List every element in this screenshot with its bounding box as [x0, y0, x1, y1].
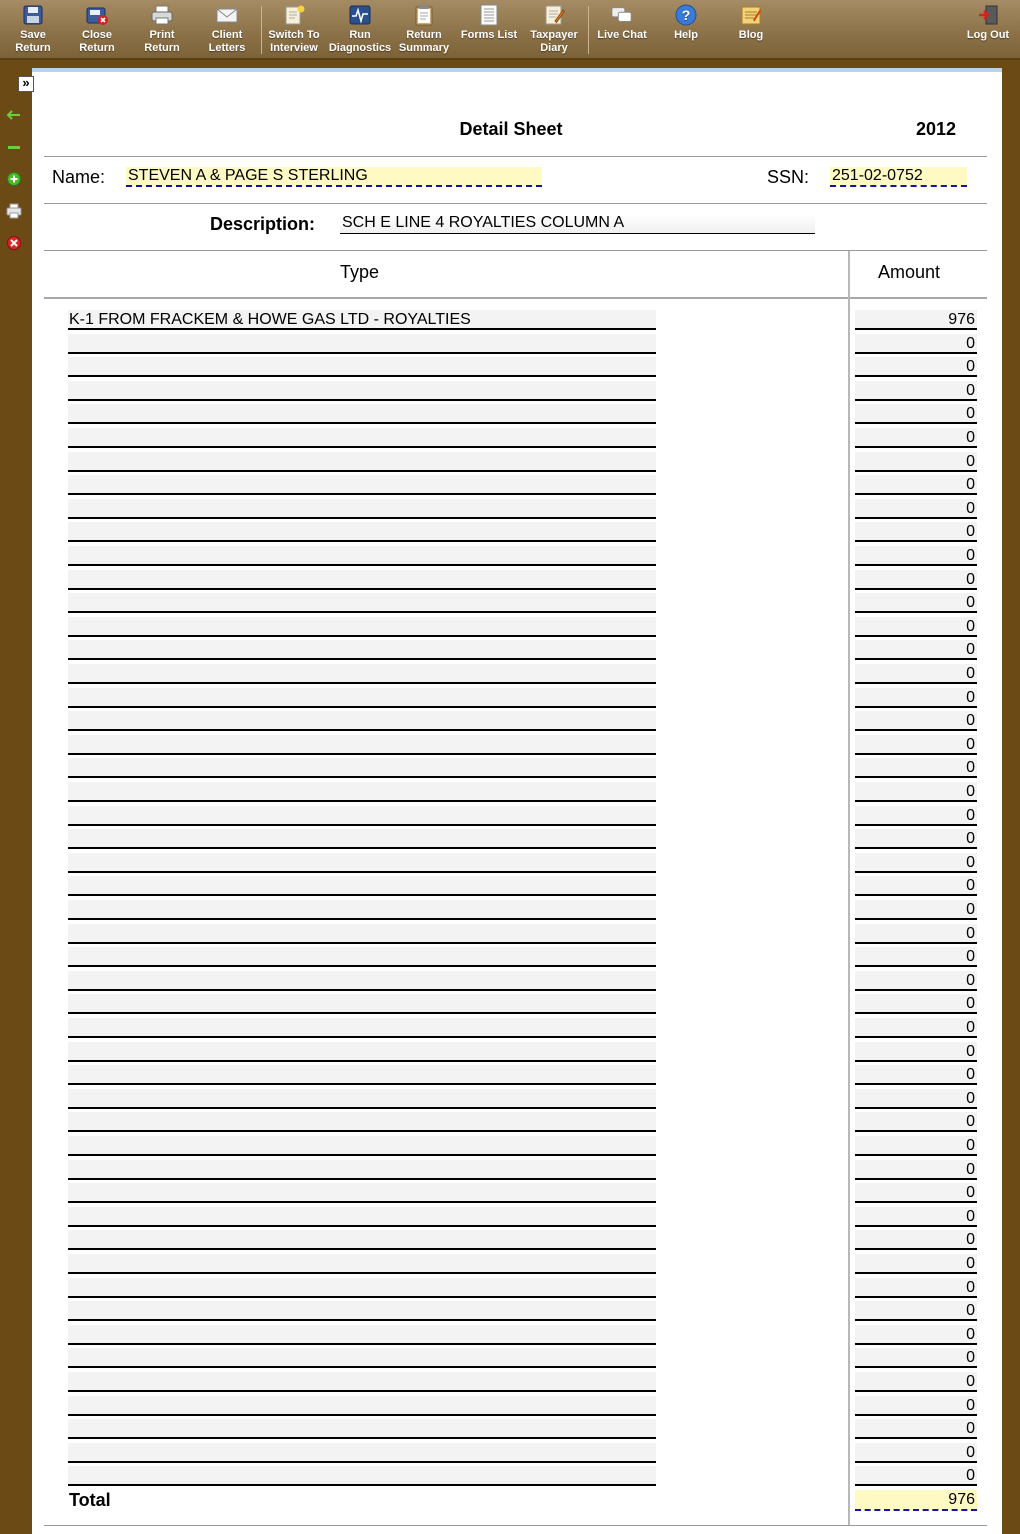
detail-row-type-field[interactable] [68, 900, 656, 920]
detail-row-amount-field[interactable]: 0 [855, 971, 977, 991]
detail-row-type-field[interactable] [68, 1018, 656, 1038]
detail-row-type-field[interactable] [68, 688, 656, 708]
log-out-label: Log Out [966, 29, 1010, 41]
detail-row-type-field[interactable] [68, 499, 656, 519]
detail-row-type-field[interactable] [68, 1136, 656, 1156]
detail-row-type-field[interactable] [68, 829, 656, 849]
detail-row-amount-field[interactable]: 0 [855, 758, 977, 778]
detail-row-type-field[interactable] [68, 640, 656, 660]
detail-row-amount-field[interactable]: 0 [855, 1278, 977, 1298]
diary-icon [543, 4, 565, 26]
detail-row-type-field[interactable] [68, 1301, 656, 1321]
detail-row-type-field[interactable] [68, 1443, 656, 1463]
detail-row-amount-field[interactable]: 0 [855, 1466, 977, 1486]
detail-row-type-field[interactable] [68, 1160, 656, 1180]
detail-row-type-field[interactable] [68, 1065, 656, 1085]
detail-row-amount-field[interactable]: 0 [855, 475, 977, 495]
name-field[interactable]: STEVEN A & PAGE S STERLING [126, 167, 542, 187]
blog-label: Blog [738, 29, 764, 41]
detail-row-amount-field[interactable]: 0 [855, 1136, 977, 1156]
detail-row-amount-field[interactable]: 0 [855, 1396, 977, 1416]
client-letters-button[interactable] [204, 4, 250, 56]
detail-row-type-field[interactable] [68, 1254, 656, 1274]
ssn-field[interactable]: 251-02-0752 [830, 167, 967, 187]
detail-row-type-field[interactable] [68, 735, 656, 755]
header-divider [44, 297, 987, 299]
detail-row-amount-field[interactable]: 0 [855, 1183, 977, 1203]
detail-row-type-field[interactable] [68, 1419, 656, 1439]
forms-list-button[interactable] [460, 4, 518, 56]
detail-row-amount-field[interactable]: 0 [855, 829, 977, 849]
run-diagnostics-button[interactable] [329, 4, 391, 56]
detail-row-amount-field[interactable]: 0 [855, 1443, 977, 1463]
detail-row-type-field[interactable] [68, 1396, 656, 1416]
detail-row-amount-field[interactable]: 0 [855, 499, 977, 519]
detail-row-amount-field[interactable]: 0 [855, 593, 977, 613]
detail-row-type-field[interactable] [68, 475, 656, 495]
switch-to-interview-label: Switch To Interview [268, 29, 320, 54]
chat-icon [611, 4, 633, 26]
detail-row-amount-field[interactable]: 0 [855, 1065, 977, 1085]
detail-row-amount-field[interactable]: 0 [855, 1018, 977, 1038]
detail-row-amount-field[interactable]: 0 [855, 1372, 977, 1392]
blog-button[interactable] [731, 4, 771, 56]
detail-row-type-field[interactable] [68, 617, 656, 637]
close-return-button[interactable] [74, 4, 120, 56]
printer-icon [151, 4, 173, 26]
forms-list-label: Forms List [460, 29, 518, 41]
log-out-button[interactable] [964, 4, 1012, 56]
detail-row-type-field[interactable] [68, 1042, 656, 1062]
live-chat-label: Live Chat [597, 29, 647, 41]
detail-row-amount-field[interactable]: 0 [855, 1301, 977, 1321]
detail-row-type-field[interactable] [68, 546, 656, 566]
detail-row-amount-field[interactable]: 0 [855, 334, 977, 354]
detail-row-amount-field[interactable]: 0 [855, 1230, 977, 1250]
toolbar-separator [261, 6, 262, 54]
detail-row-amount-field[interactable]: 0 [855, 404, 977, 424]
blog-icon [740, 4, 762, 26]
bottom-divider [44, 1525, 987, 1526]
close-return-label: Close Return [79, 29, 115, 54]
live-chat-button[interactable] [594, 4, 650, 56]
detail-row-amount-field[interactable]: 0 [855, 947, 977, 967]
detail-row-amount-field[interactable]: 0 [855, 1207, 977, 1227]
detail-row-amount-field[interactable]: 0 [855, 782, 977, 802]
detail-row-amount-field[interactable]: 0 [855, 994, 977, 1014]
detail-row-amount-field[interactable]: 0 [855, 357, 977, 377]
detail-row-type-field[interactable] [68, 522, 656, 542]
detail-row-type-field[interactable] [68, 1183, 656, 1203]
detail-row-amount-field[interactable]: 0 [855, 876, 977, 896]
detail-row-amount-field[interactable]: 0 [855, 853, 977, 873]
envelope-icon [216, 4, 238, 26]
logout-icon [977, 4, 999, 26]
detail-row-type-field[interactable] [68, 334, 656, 354]
detail-row-amount-field[interactable]: 0 [855, 640, 977, 660]
detail-row-type-field[interactable] [68, 1372, 656, 1392]
add-icon[interactable] [6, 171, 22, 187]
detail-row-type-field[interactable] [68, 782, 656, 802]
delete-icon[interactable] [6, 235, 22, 251]
detail-row-type-field[interactable] [68, 570, 656, 590]
save-return-label: Save Return [15, 29, 51, 54]
detail-row-amount-field[interactable]: 0 [855, 617, 977, 637]
detail-row-amount-field[interactable]: 0 [855, 900, 977, 920]
detail-row-type-field[interactable] [68, 381, 656, 401]
detail-row-type-field[interactable] [68, 1089, 656, 1109]
detail-row-amount-field[interactable]: 0 [855, 1419, 977, 1439]
taxpayer-diary-button[interactable] [527, 4, 581, 56]
toolbar [0, 0, 1020, 60]
return-summary-button[interactable] [398, 4, 450, 56]
list-icon [478, 4, 500, 26]
divider [44, 203, 987, 204]
detail-row-amount-field[interactable]: 0 [855, 570, 977, 590]
detail-row-type-field[interactable] [68, 853, 656, 873]
description-field[interactable]: SCH E LINE 4 ROYALTIES COLUMN A [340, 214, 815, 234]
detail-row-type-field[interactable] [68, 924, 656, 944]
help-icon [675, 4, 697, 26]
total-label: Total [69, 1490, 111, 1510]
interview-icon [283, 4, 305, 26]
print-return-label: Print Return [144, 29, 180, 54]
expand-toggle[interactable]: » [18, 76, 34, 92]
taxpayer-diary-label: Taxpayer Diary [530, 29, 578, 54]
save-return-button[interactable] [10, 4, 56, 56]
column-header-amount: Amount [878, 262, 941, 282]
divider [44, 156, 987, 157]
total-amount-field[interactable]: 976 [855, 1490, 977, 1511]
detail-row-amount-field[interactable]: 976 [855, 310, 977, 330]
close-return-icon [86, 4, 108, 26]
detail-row-amount-field[interactable]: 0 [855, 1112, 977, 1132]
detail-row-amount-field[interactable]: 0 [855, 924, 977, 944]
detail-row-type-field[interactable] [68, 428, 656, 448]
detail-row-type-field[interactable] [68, 806, 656, 826]
detail-row-amount-field[interactable]: 0 [855, 546, 977, 566]
detail-row-type-field[interactable] [68, 758, 656, 778]
run-diagnostics-label: Run Diagnostics [328, 29, 392, 54]
detail-row-amount-field[interactable]: 0 [855, 1160, 977, 1180]
detail-row-type-field[interactable] [68, 1325, 656, 1345]
detail-row-type-field[interactable] [68, 876, 656, 896]
detail-row-type-field[interactable] [68, 947, 656, 967]
left-rail [0, 62, 30, 1534]
detail-row-amount-field[interactable]: 0 [855, 381, 977, 401]
tax-year: 2012 [915, 119, 956, 139]
detail-row-amount-field[interactable]: 0 [855, 806, 977, 826]
detail-row-type-field[interactable] [68, 1348, 656, 1368]
return-summary-label: Return Summary [398, 29, 450, 54]
detail-row-amount-field[interactable]: 0 [855, 735, 977, 755]
detail-row-type-field[interactable] [68, 971, 656, 991]
detail-row-type-field[interactable] [68, 404, 656, 424]
description-label: Description: [210, 214, 316, 234]
client-letters-label: Client Letters [208, 29, 246, 54]
ssn-label: SSN: [767, 167, 810, 187]
detail-row-type-field[interactable] [68, 711, 656, 731]
divider [44, 250, 987, 251]
detail-row-amount-field[interactable]: 0 [855, 1254, 977, 1274]
save-icon [22, 4, 44, 26]
arrow-left-icon[interactable] [6, 107, 22, 123]
detail-row-type-field[interactable] [68, 1466, 656, 1486]
page-title: Detail Sheet [459, 119, 563, 139]
help-button[interactable] [666, 4, 706, 56]
detail-row-amount-field[interactable]: 0 [855, 1042, 977, 1062]
detail-row-type-field[interactable] [68, 1278, 656, 1298]
detail-row-type-field[interactable] [68, 1207, 656, 1227]
print-icon[interactable] [6, 203, 22, 219]
minus-icon[interactable] [6, 139, 22, 155]
help-label: Help [674, 29, 698, 41]
detail-row-type-field[interactable] [68, 1230, 656, 1250]
detail-row-amount-field[interactable]: 0 [855, 688, 977, 708]
detail-row-amount-field[interactable]: 0 [855, 1348, 977, 1368]
toolbar-separator [588, 6, 589, 54]
detail-row-type-field[interactable]: K-1 FROM FRACKEM & HOWE GAS LTD - ROYALTIES [68, 310, 656, 330]
print-return-button[interactable] [139, 4, 185, 56]
detail-row-type-field[interactable] [68, 452, 656, 472]
detail-row-amount-field[interactable]: 0 [855, 522, 977, 542]
detail-row-amount-field[interactable]: 0 [855, 1089, 977, 1109]
detail-row-type-field[interactable] [68, 664, 656, 684]
column-divider [848, 251, 850, 1525]
detail-row-amount-field[interactable]: 0 [855, 711, 977, 731]
svg-text:?: ? [681, 7, 691, 23]
detail-row-amount-field[interactable]: 0 [855, 1325, 977, 1345]
detail-row-amount-field[interactable]: 0 [855, 428, 977, 448]
detail-row-amount-field[interactable]: 0 [855, 452, 977, 472]
switch-to-interview-button[interactable] [266, 4, 322, 56]
detail-row-amount-field[interactable]: 0 [855, 664, 977, 684]
detail-sheet-page [22, 68, 1002, 1534]
detail-row-type-field[interactable] [68, 994, 656, 1014]
name-label: Name: [52, 167, 106, 187]
detail-row-type-field[interactable] [68, 593, 656, 613]
diagnostics-icon [349, 4, 371, 26]
column-header-type: Type [340, 262, 380, 282]
clipboard-icon [413, 4, 435, 26]
detail-row-type-field[interactable] [68, 1112, 656, 1132]
detail-row-type-field[interactable] [68, 357, 656, 377]
